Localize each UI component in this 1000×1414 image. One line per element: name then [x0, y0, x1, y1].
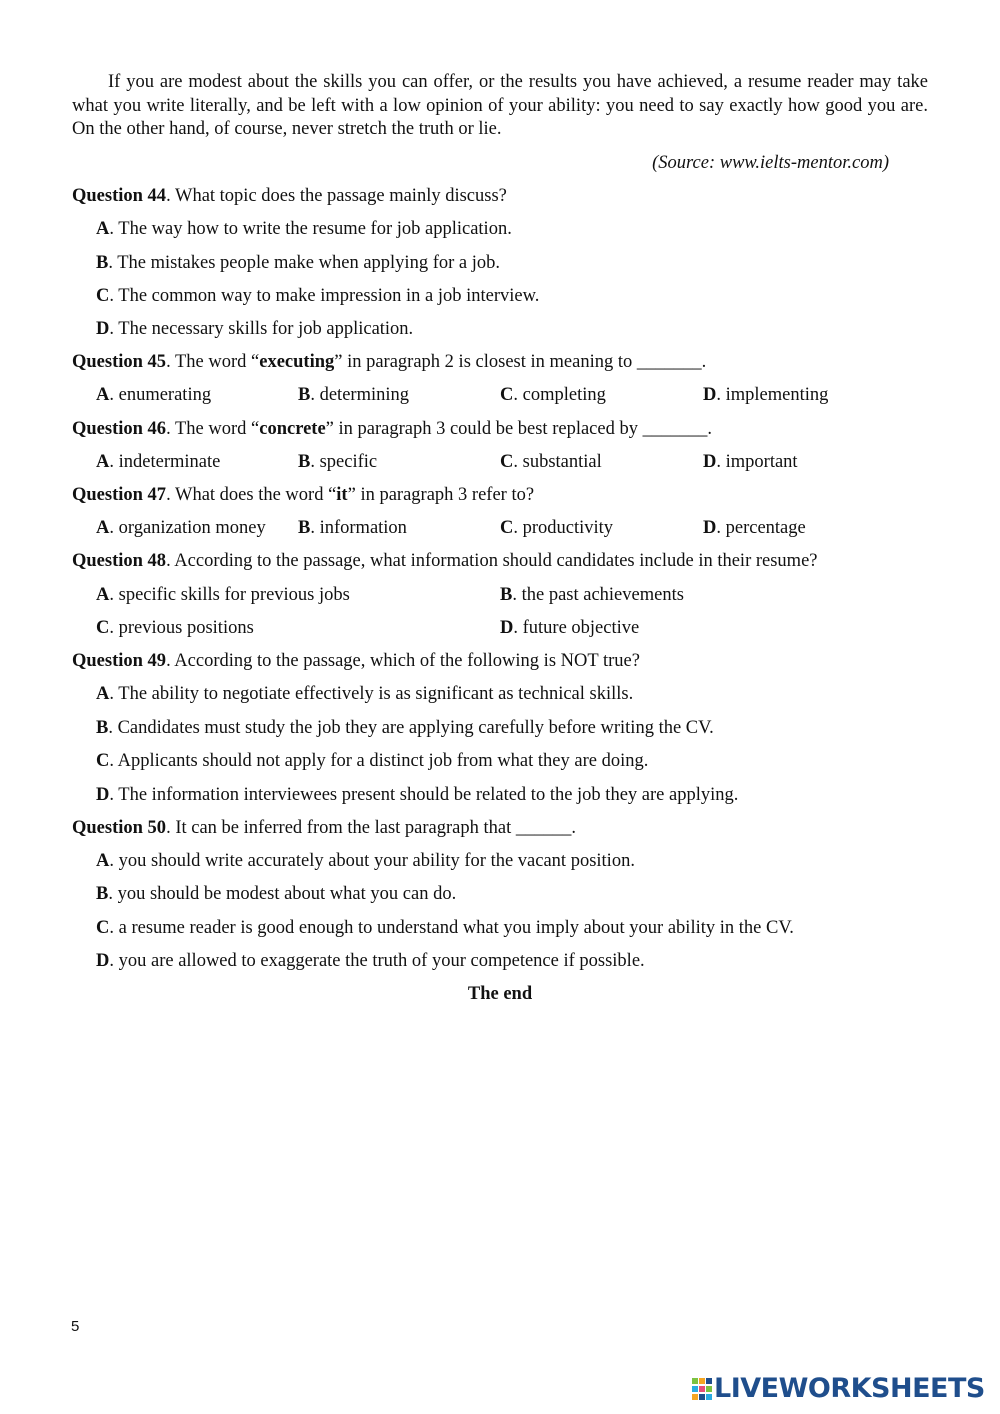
option-letter: B	[96, 718, 109, 738]
option-letter: C	[96, 286, 110, 306]
option-letter: D	[96, 951, 110, 971]
question-text: . According to the passage, what information should candidates include in their resume?	[166, 551, 818, 571]
option-text: . specific skills for previous jobs	[109, 585, 350, 605]
option-48-c[interactable]	[96, 617, 254, 640]
option-text: . productivity	[513, 518, 614, 538]
option-47-d[interactable]	[703, 517, 806, 540]
option-49-d[interactable]	[96, 784, 738, 807]
option-letter: D	[703, 452, 717, 472]
question-text: . The word “	[166, 352, 260, 372]
passage-last-paragraph: If you are modest about the skills you can offer, or the results you have achieved, a resume reader may take what you write literally, and be left with a low opinion of your ability: you need to say exactly how good you are. On the other hand, of course, never stretch the truth or lie.	[72, 72, 928, 139]
question-text: . What does the word “	[166, 485, 337, 505]
option-text: . you should write accurately about your ability for the vacant position.	[109, 851, 635, 871]
option-text: . the past achievements	[512, 585, 684, 605]
question-text-after: ” in paragraph 3 could be best replaced by _______.	[325, 419, 712, 439]
option-text: . information	[310, 518, 407, 538]
option-46-d[interactable]	[703, 451, 798, 474]
option-text: . substantial	[513, 452, 602, 472]
option-letter: C	[500, 452, 514, 472]
liveworksheets-logo[interactable]	[692, 1374, 985, 1404]
option-text: . Candidates must study the job they are applying carefully before writing the CV.	[108, 718, 714, 738]
option-letter: D	[703, 518, 717, 538]
option-49-c[interactable]	[96, 750, 648, 773]
option-45-b[interactable]	[298, 384, 409, 407]
question-49	[72, 650, 640, 673]
option-45-c[interactable]	[500, 384, 606, 407]
option-text: . The common way to make impression in a job interview.	[109, 286, 540, 306]
question-45	[72, 351, 706, 374]
option-46-c[interactable]	[500, 451, 602, 474]
option-50-c[interactable]	[96, 917, 794, 940]
option-letter: A	[96, 684, 110, 704]
option-letter: B	[298, 452, 311, 472]
liveworksheets-grid-icon	[692, 1378, 712, 1400]
option-44-b[interactable]	[96, 252, 500, 275]
option-50-d[interactable]	[96, 950, 645, 973]
question-text-after: ” in paragraph 2 is closest in meaning to _______.	[334, 352, 707, 372]
option-text: . implementing	[716, 385, 829, 405]
option-text: . specific	[310, 452, 378, 472]
option-44-a[interactable]	[96, 218, 512, 241]
option-letter: A	[96, 518, 110, 538]
option-text: . indeterminate	[109, 452, 221, 472]
option-letter: A	[96, 851, 110, 871]
option-49-b[interactable]	[96, 717, 714, 740]
question-46	[72, 418, 712, 441]
option-50-b[interactable]	[96, 883, 456, 906]
option-letter: A	[96, 585, 110, 605]
option-50-a[interactable]	[96, 850, 635, 873]
option-47-a[interactable]	[96, 517, 266, 540]
question-text-after: ” in paragraph 3 refer to?	[347, 485, 535, 505]
option-letter: C	[500, 385, 514, 405]
option-text: . The mistakes people make when applying for a job.	[108, 253, 500, 273]
option-letter: C	[500, 518, 514, 538]
option-text: . The information interviewees present should be related to the job they are applying.	[109, 785, 739, 805]
option-text: . enumerating	[109, 385, 212, 405]
option-text: . important	[716, 452, 798, 472]
option-44-d[interactable]	[96, 318, 413, 341]
option-letter: A	[96, 385, 110, 405]
option-text: . The necessary skills for job application.	[109, 319, 414, 339]
option-letter: B	[96, 253, 109, 273]
question-50	[72, 817, 576, 840]
question-44	[72, 185, 507, 208]
option-letter: B	[298, 385, 311, 405]
question-keyword: executing	[259, 352, 335, 372]
option-text: . percentage	[716, 518, 806, 538]
option-46-a[interactable]	[96, 451, 220, 474]
question-label: Question 44	[72, 186, 167, 206]
page-number: 5	[71, 1318, 80, 1335]
option-48-a[interactable]	[96, 584, 350, 607]
question-47	[72, 484, 534, 507]
option-text: . you are allowed to exaggerate the truth of your competence if possible.	[109, 951, 645, 971]
option-letter: A	[96, 452, 110, 472]
option-letter: D	[500, 618, 514, 638]
option-letter: D	[703, 385, 717, 405]
question-label: Question 50	[72, 818, 167, 838]
question-label: Question 45	[72, 352, 167, 372]
question-text: . According to the passage, which of the following is NOT true?	[166, 651, 640, 671]
question-48	[72, 550, 818, 573]
option-letter: A	[96, 219, 110, 239]
option-text: . completing	[513, 385, 606, 405]
question-label: Question 48	[72, 551, 167, 571]
option-letter: B	[298, 518, 311, 538]
option-letter: B	[96, 884, 109, 904]
option-45-a[interactable]	[96, 384, 211, 407]
option-text: . future objective	[513, 618, 640, 638]
option-letter: C	[96, 618, 110, 638]
option-text: . The ability to negotiate effectively is as significant as technical skills.	[109, 684, 634, 704]
question-keyword: it	[336, 485, 348, 505]
option-text: . determining	[310, 385, 409, 405]
question-keyword: concrete	[259, 419, 326, 439]
option-45-d[interactable]	[703, 384, 828, 407]
question-label: Question 46	[72, 419, 167, 439]
option-46-b[interactable]	[298, 451, 377, 474]
the-end-label: The end	[467, 984, 533, 1004]
option-text: . organization money	[109, 518, 266, 538]
option-letter: B	[500, 585, 513, 605]
option-48-b[interactable]	[500, 584, 684, 607]
option-letter: D	[96, 785, 110, 805]
option-47-c[interactable]	[500, 517, 613, 540]
option-47-b[interactable]	[298, 517, 407, 540]
option-text: . The way how to write the resume for job application.	[109, 219, 512, 239]
question-text: . It can be inferred from the last paragraph that ______.	[166, 818, 576, 838]
question-label: Question 47	[72, 485, 167, 505]
option-letter: C	[96, 918, 110, 938]
option-48-d[interactable]	[500, 617, 639, 640]
source-citation: (Source: www.ielts-mentor.com)	[652, 153, 889, 173]
question-text: . What topic does the passage mainly discuss?	[166, 186, 507, 206]
option-44-c[interactable]	[96, 285, 539, 308]
option-49-a[interactable]	[96, 683, 633, 706]
option-text: . previous positions	[109, 618, 254, 638]
option-text: . a resume reader is good enough to understand what you imply about your ability in the CV.	[109, 918, 794, 938]
question-label: Question 49	[72, 651, 167, 671]
question-text: . The word “	[166, 419, 260, 439]
option-letter: C	[96, 751, 110, 771]
option-letter: D	[96, 319, 110, 339]
brand-name: LIVEWORKSHEETS	[714, 1373, 985, 1404]
option-text: . you should be modest about what you can do.	[108, 884, 457, 904]
option-text: . Applicants should not apply for a distinct job from what they are doing.	[109, 751, 649, 771]
